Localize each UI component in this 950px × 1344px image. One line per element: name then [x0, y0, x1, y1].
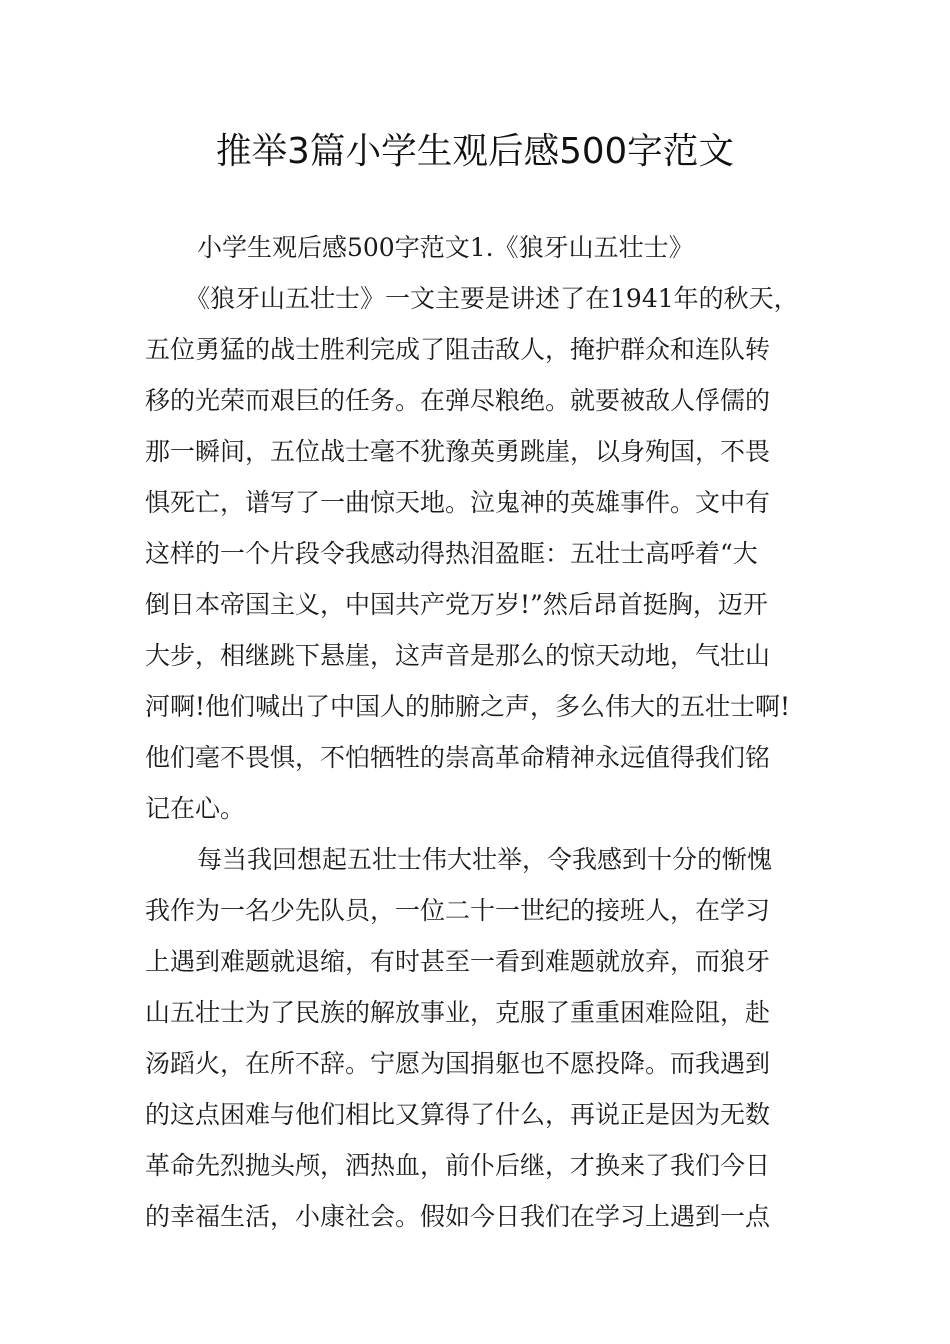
page-title: 推举3篇小学生观后感500字范文	[215, 131, 735, 172]
text-line: 革命先烈抛头颅，洒热血，前仆后继，才换来了我们今日	[145, 1151, 771, 1180]
text-line: 每当我回想起五壮士伟大壮举，令我感到十分的惭愧	[197, 845, 773, 874]
text-line: 我作为一名少先队员，一位二十一世纪的接班人，在学习	[145, 896, 771, 925]
text-line: 的幸福生活，小康社会。假如今日我们在学习上遇到一点	[145, 1202, 771, 1231]
text-line: 《狼牙山五壮士》一文主要是讲述了在1941年的秋天，	[185, 284, 799, 313]
text-line: 汤蹈火，在所不辞。宁愿为国捐躯也不愿投降。而我遇到	[145, 1049, 771, 1078]
text-line: 小学生观后感500字范文1.《狼牙山五壮士》	[197, 233, 694, 262]
text-line: 惧死亡，谱写了一曲惊天地。泣鬼神的英雄事件。文中有	[145, 488, 771, 517]
text-line: 倒日本帝国主义，中国共产党万岁!”然后昂首挺胸，迈开	[145, 590, 768, 619]
text-line: 五位勇猛的战士胜利完成了阻击敌人，掩护群众和连队转	[145, 335, 771, 364]
text-line: 那一瞬间，五位战士毫不犹豫英勇跳崖，以身殉国，不畏	[145, 437, 771, 466]
text-line: 他们毫不畏惧，不怕牺牲的崇高革命精神永远值得我们铭	[145, 743, 771, 772]
text-line: 河啊!他们喊出了中国人的肺腑之声，多么伟大的五壮士啊!	[145, 692, 791, 721]
text-line: 上遇到难题就退缩，有时甚至一看到难题就放弃，而狼牙	[145, 947, 771, 976]
text-line: 山五壮士为了民族的解放事业，克服了重重困难险阻，赴	[145, 998, 771, 1027]
text-line: 记在心。	[145, 794, 246, 823]
text-line: 大步，相继跳下悬崖，这声音是那么的惊天动地，气壮山	[145, 641, 771, 670]
text-line: 移的光荣而艰巨的任务。在弹尽粮绝。就要被敌人俘儒的	[145, 386, 771, 415]
text-line: 的这点困难与他们相比又算得了什么，再说正是因为无数	[145, 1100, 771, 1129]
text-line: 这样的一个片段令我感动得热泪盈眶：五壮士高呼着“大	[145, 539, 758, 568]
